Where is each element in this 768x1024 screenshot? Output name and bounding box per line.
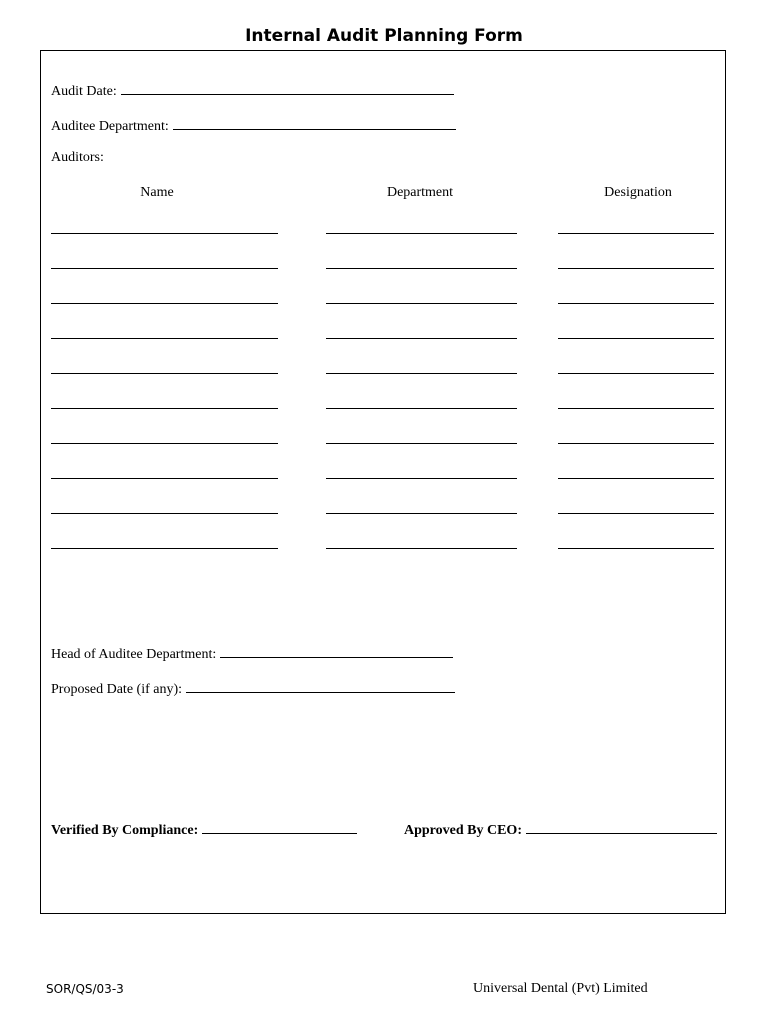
auditor-department-field[interactable] — [326, 548, 517, 549]
auditor-designation-field[interactable] — [558, 373, 714, 374]
auditor-department-field[interactable] — [326, 303, 517, 304]
auditee-department-label: Auditee Department: — [51, 119, 169, 134]
auditor-name-field[interactable] — [51, 268, 278, 269]
auditor-name-field[interactable] — [51, 408, 278, 409]
auditor-department-field[interactable] — [326, 478, 517, 479]
auditor-designation-field[interactable] — [558, 233, 714, 234]
auditor-name-field[interactable] — [51, 548, 278, 549]
auditor-department-field[interactable] — [326, 408, 517, 409]
head-of-auditee-row — [51, 643, 453, 663]
approved-by-row — [404, 819, 717, 839]
auditor-designation-field[interactable] — [558, 443, 714, 444]
auditors-label: Auditors: — [51, 150, 104, 165]
auditor-department-field[interactable] — [326, 233, 517, 234]
column-header-designation: Designation — [604, 185, 672, 200]
approved-by-label: Approved By CEO: — [404, 823, 522, 838]
auditor-name-field[interactable] — [51, 373, 278, 374]
auditor-name-field[interactable] — [51, 443, 278, 444]
proposed-date-label: Proposed Date (if any): — [51, 682, 183, 697]
company-name: Universal Dental (Pvt) Limited — [473, 981, 648, 996]
auditor-department-field[interactable] — [326, 338, 517, 339]
auditor-department-field[interactable] — [326, 268, 517, 269]
document-code: SOR/QS/03-3 — [46, 982, 124, 996]
auditor-designation-field[interactable] — [558, 513, 714, 514]
auditor-name-field[interactable] — [51, 478, 278, 479]
auditor-name-field[interactable] — [51, 233, 278, 234]
auditor-designation-field[interactable] — [558, 408, 714, 409]
verified-by-signature-field[interactable] — [202, 819, 357, 834]
audit-date-row — [51, 80, 454, 100]
auditee-department-row — [51, 115, 456, 135]
form-title: Internal Audit Planning Form — [245, 26, 523, 46]
proposed-date-row — [51, 678, 455, 698]
auditor-designation-field[interactable] — [558, 268, 714, 269]
auditor-department-field[interactable] — [326, 513, 517, 514]
audit-date-field[interactable] — [121, 80, 454, 95]
auditee-department-field[interactable] — [173, 115, 456, 130]
auditor-name-field[interactable] — [51, 303, 278, 304]
audit-date-label: Audit Date: — [51, 84, 117, 99]
approved-by-signature-field[interactable] — [526, 819, 717, 834]
auditor-name-field[interactable] — [51, 513, 278, 514]
proposed-date-field[interactable] — [186, 678, 455, 693]
auditor-designation-field[interactable] — [558, 478, 714, 479]
auditor-designation-field[interactable] — [558, 338, 714, 339]
column-header-name: Name — [140, 185, 174, 200]
verified-by-row — [51, 819, 357, 839]
column-header-department: Department — [386, 185, 454, 200]
head-of-auditee-label: Head of Auditee Department: — [51, 647, 217, 662]
auditor-department-field[interactable] — [326, 443, 517, 444]
head-of-auditee-field[interactable] — [220, 643, 453, 658]
auditor-name-field[interactable] — [51, 338, 278, 339]
verified-by-label: Verified By Compliance: — [51, 823, 199, 838]
auditor-designation-field[interactable] — [558, 548, 714, 549]
form-frame — [40, 50, 726, 914]
auditor-designation-field[interactable] — [558, 303, 714, 304]
auditor-department-field[interactable] — [326, 373, 517, 374]
